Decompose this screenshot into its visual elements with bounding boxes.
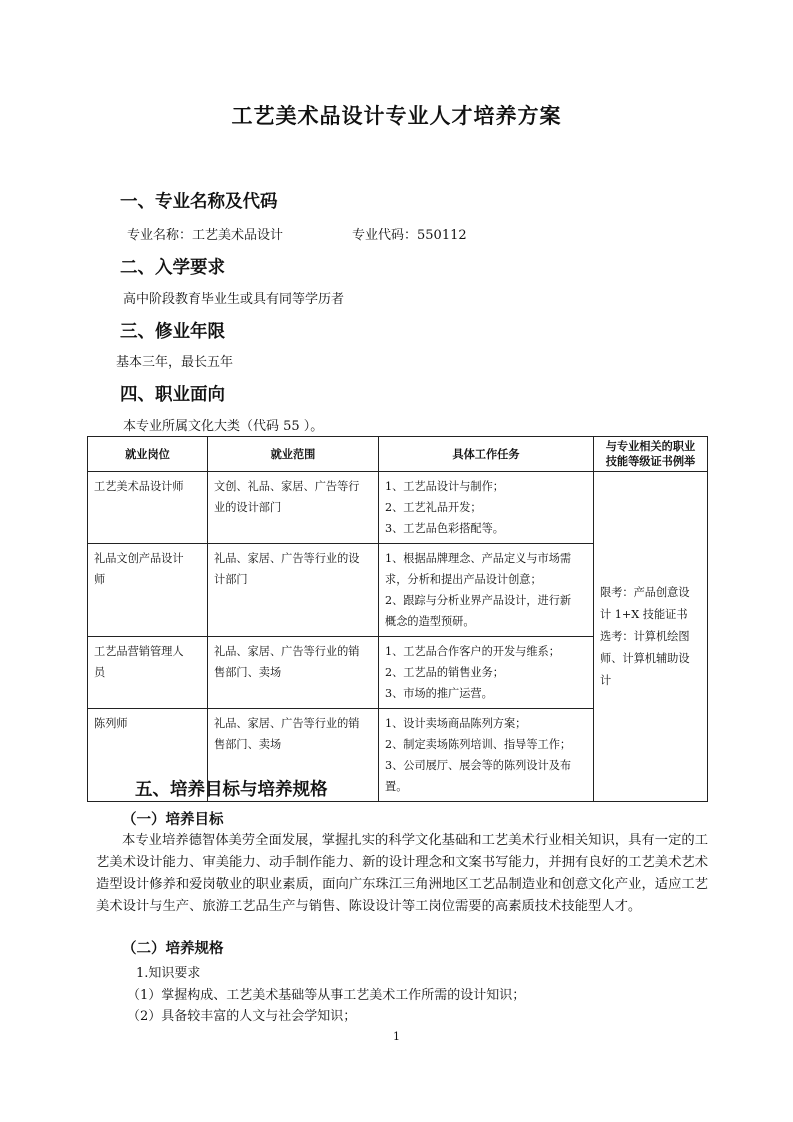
cell-tasks: 1、设计卖场商品陈列方案； 2、制定卖场陈列培训、指导等工作； 3、公司展厅、展会等的陈列设计及布 置。: [379, 709, 594, 802]
section-heading-career: 四、职业面向: [120, 385, 225, 405]
duration-text: 基本三年，最长五年: [116, 355, 234, 370]
career-intro: 本专业所属文化大类（代码 55 ）。: [123, 419, 324, 434]
header-tasks: 具体工作任务: [379, 437, 594, 472]
table-row: [88, 472, 708, 544]
cell-post: 礼品文创产品设计 师: [88, 544, 208, 637]
header-certificates: 与专业相关的职业 技能等级证书例举: [594, 437, 708, 472]
spec-item-1: （1）掌握构成、工艺美术基础等从事工艺美术工作所需的设计知识；: [127, 988, 526, 1003]
header-scope: 就业范围: [208, 437, 379, 472]
table-header-row: [88, 437, 708, 472]
cell-scope: 礼品、家居、广告等行业的设 计部门: [208, 544, 379, 637]
page-number: 1: [393, 1030, 400, 1043]
major-name: 专业名称：工艺美术品设计: [127, 228, 284, 243]
spec-item-knowledge: 1.知识要求: [136, 966, 201, 981]
goal-paragraph: 本专业培养德智体美劳全面发展，掌握扎实的科学文化基础和工艺美术行业相关知识，具有一定的工艺美术设计能力、审美能力、动手制作能力、新的设计理念和文案书写能力，并拥有良好的工艺美术艺术造型设计修养和爱岗敬业的职业素质，面向广东珠江三角洲地区工艺品制造业和创意文化产业，适应工艺美术设计与生产、旅游工艺品生产与销售、陈设设计等工岗位需要的高素质技术技能型人才。: [96, 833, 708, 914]
career-table: [87, 436, 708, 802]
subheading-spec: （二）培养规格: [122, 941, 224, 957]
admission-text: 高中阶段教育毕业生或具有同等学历者: [123, 292, 345, 307]
cell-tasks: 1、根据品牌理念、产品定义与市场需 求，分析和提出产品设计创意； 2、跟踪与分析业界产品设计，进行新 概念的造型预研。: [379, 544, 594, 637]
section-heading-major: 一、专业名称及代码: [120, 192, 278, 212]
cell-post: 陈列师: [88, 709, 208, 802]
section-heading-duration: 三、修业年限: [120, 322, 225, 342]
cell-scope: 文创、礼品、家居、广告等行 业的设计部门: [208, 472, 379, 544]
cell-post: 工艺品营销管理人 员: [88, 637, 208, 709]
subheading-goal: （一）培养目标: [122, 812, 224, 828]
document-title: 工艺美术品设计专业人才培养方案: [231, 104, 562, 128]
section-heading-goals: 五、培养目标与培养规格: [135, 780, 328, 800]
header-post: 就业岗位: [88, 437, 208, 472]
cell-scope: 礼品、家居、广告等行业的销 售部门、卖场: [208, 637, 379, 709]
cell-scope: 礼品、家居、广告等行业的销 售部门、卖场: [208, 709, 379, 802]
major-code: 专业代码：550112: [352, 228, 467, 243]
cell-tasks: 1、工艺品合作客户的开发与维系； 2、工艺品的销售业务； 3、市场的推广运营。: [379, 637, 594, 709]
cell-post: 工艺美术品设计师: [88, 472, 208, 544]
spec-item-2: （2）具备较丰富的人文与社会学知识；: [127, 1009, 357, 1024]
cell-certificates: 限考：产品创意设 计 1+X 技能证书 选考：计算机绘图 师、计算机辅助设 计: [594, 472, 708, 802]
section-heading-admission: 二、入学要求: [120, 258, 225, 278]
cell-tasks: 1、工艺品设计与制作； 2、工艺礼品开发； 3、工艺品色彩搭配等。: [379, 472, 594, 544]
